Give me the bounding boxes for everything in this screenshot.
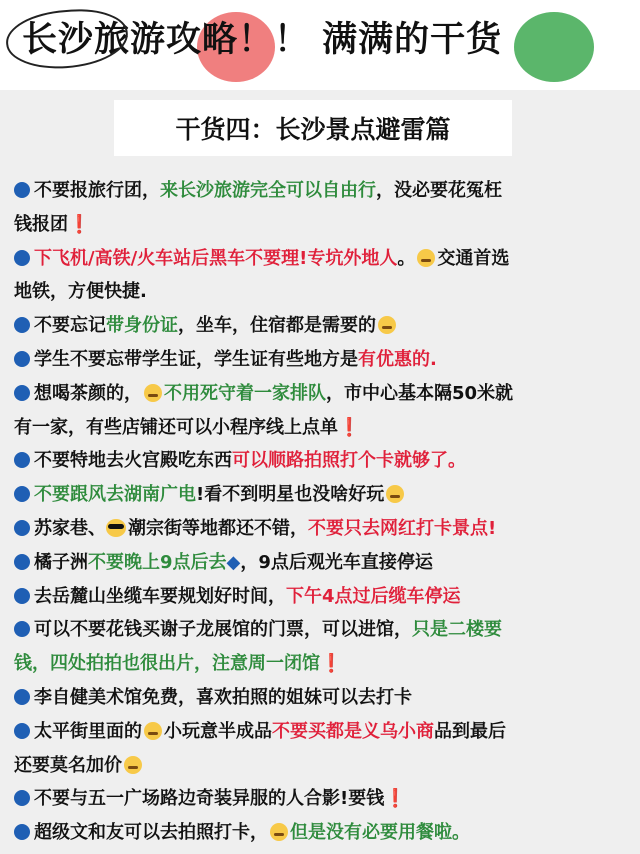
tip-text: 只是二楼要: [412, 619, 502, 641]
tip-line: [14, 411, 628, 445]
blue-bullet-icon: [14, 250, 30, 266]
tip-line: [14, 613, 628, 647]
tip-text: 钱，四处拍拍也很出片，注意周一闭馆: [14, 653, 320, 675]
exclamation-icon: ❗: [320, 653, 343, 675]
emoji-face-icon: [386, 485, 404, 503]
content-panel: [0, 90, 640, 854]
exclamation-icon: ❗: [338, 416, 361, 438]
tip-text: 地铁，方便快捷.: [14, 281, 147, 303]
tip-line: [14, 208, 628, 242]
tip-line: [14, 444, 628, 478]
blue-bullet-icon: [14, 520, 30, 536]
tip-text: 超级文和友可以去拍照打卡，: [34, 822, 268, 844]
blue-bullet-icon: [14, 486, 30, 502]
tips-list: [14, 174, 628, 850]
sunglasses-emoji-icon: [106, 519, 126, 537]
title-part: 长沙: [22, 20, 95, 60]
tip-line: [14, 343, 628, 377]
tip-text: ，9点后观光车直接停运: [240, 551, 433, 573]
section-subtitle: 干货四：长沙景点避雷篇: [114, 100, 512, 156]
tip-text: 。: [397, 247, 416, 269]
tip-text: 不要忘记: [34, 315, 106, 337]
title-banner: [0, 0, 640, 90]
tip-line: [14, 512, 628, 546]
emoji-face-icon: [124, 756, 142, 774]
blue-bullet-icon: [14, 790, 30, 806]
tip-text: 小玩意半成品: [164, 720, 272, 742]
tip-line: [14, 478, 628, 512]
tip-text: !看不到明星也没啥好玩: [196, 484, 385, 506]
tip-text: 不要只去网红打卡景点!: [308, 517, 497, 539]
tip-text: 下飞机/高铁/火车站后黑车不要理!专坑外地人: [34, 247, 398, 269]
tip-line: [14, 681, 628, 715]
title-part: 干货: [430, 20, 503, 60]
title-part: 满满的: [322, 20, 431, 60]
blue-bullet-icon: [14, 452, 30, 468]
blue-bullet-icon: [14, 824, 30, 840]
tip-line: [14, 377, 628, 411]
tip-line: [14, 715, 628, 749]
emoji-face-icon: [417, 249, 435, 267]
emoji-face-icon: [270, 823, 288, 841]
tip-text: 学生不要忘带学生证，学生证有些地方是: [34, 348, 358, 370]
tip-line: [14, 309, 628, 343]
blue-bullet-icon: [14, 588, 30, 604]
blue-bullet-icon: [14, 554, 30, 570]
tip-text: 不要报旅行团，: [34, 180, 160, 201]
title-part: 攻略: [166, 20, 239, 60]
tip-text: 潮宗街等地都还不错，: [128, 517, 308, 539]
tip-line: [14, 580, 628, 614]
blue-bullet-icon: [14, 385, 30, 401]
tip-line: [14, 647, 628, 681]
tip-text: 钱报团: [14, 213, 68, 235]
emoji-face-icon: [144, 722, 162, 740]
blue-bullet-icon: [14, 351, 30, 367]
tip-line: [14, 174, 628, 208]
tip-line: [14, 782, 628, 816]
tip-text: 来长沙旅游完全可以自由行: [160, 180, 376, 201]
blue-bullet-icon: [14, 723, 30, 739]
tip-text: 想喝茶颜的，: [34, 382, 142, 404]
exclamation-icon: ❗: [68, 213, 91, 235]
tip-text: 不要跟风去湖南广电: [34, 484, 196, 506]
tip-text: 去岳麓山坐缆车要规划好时间，: [34, 585, 286, 607]
tip-text: 可以不要花钱买谢子龙展馆的门票，可以进馆，: [34, 619, 412, 641]
tip-text: ，市中心基本隔50米就: [326, 382, 514, 404]
tip-line: [14, 275, 628, 309]
tip-text: 李自健美术馆免费，喜欢拍照的姐妹可以去打卡: [34, 686, 412, 708]
tip-text: 不要特地去火宫殿吃东西: [34, 450, 232, 472]
green-highlight-circle: [514, 12, 594, 82]
title-part: 旅游: [94, 20, 167, 60]
tip-text: 但是没有必要用餐啦。: [290, 822, 470, 844]
title-part: ！！: [238, 20, 311, 60]
tip-text: 还要莫名加价: [14, 754, 122, 776]
tip-line: [14, 816, 628, 850]
tip-text: 不要与五一广场路边奇装异服的人合影!要钱: [34, 788, 385, 810]
tip-text: 不用死守着一家排队: [164, 382, 326, 404]
blue-bullet-icon: [14, 621, 30, 637]
tip-text: ，没必要花冤枉: [376, 180, 502, 201]
tip-line: [14, 546, 628, 580]
emoji-face-icon: [378, 316, 396, 334]
blue-bullet-icon: [14, 182, 30, 198]
emoji-face-icon: [144, 384, 162, 402]
tip-text: 品到最后: [434, 720, 506, 742]
tip-line: [14, 749, 628, 783]
tip-text: 下午4点过后缆车停运: [286, 585, 461, 607]
tip-line: [14, 242, 628, 276]
blue-bullet-icon: [14, 689, 30, 705]
tip-text: 有一家，有些店铺还可以小程序线上点单: [14, 416, 338, 438]
tip-text: ，坐车，住宿都是需要的: [178, 315, 376, 337]
tip-text: 不要买都是义乌小商: [272, 720, 434, 742]
tip-text: 不要晚上9点后去: [88, 551, 227, 573]
tip-text: 带身份证: [106, 315, 178, 337]
blue-bullet-icon: [14, 317, 30, 333]
tip-text: 交通首选: [437, 247, 510, 269]
tip-text: 苏家巷、: [34, 517, 106, 539]
diamond-icon: ◆: [226, 551, 241, 573]
tip-text: 有优惠的.: [358, 348, 437, 370]
tip-text: 太平街里面的: [34, 720, 142, 742]
tip-text: 可以顺路拍照打个卡就够了。: [232, 450, 466, 472]
exclamation-icon: ❗: [384, 788, 407, 810]
tip-text: 橘子洲: [34, 551, 88, 573]
